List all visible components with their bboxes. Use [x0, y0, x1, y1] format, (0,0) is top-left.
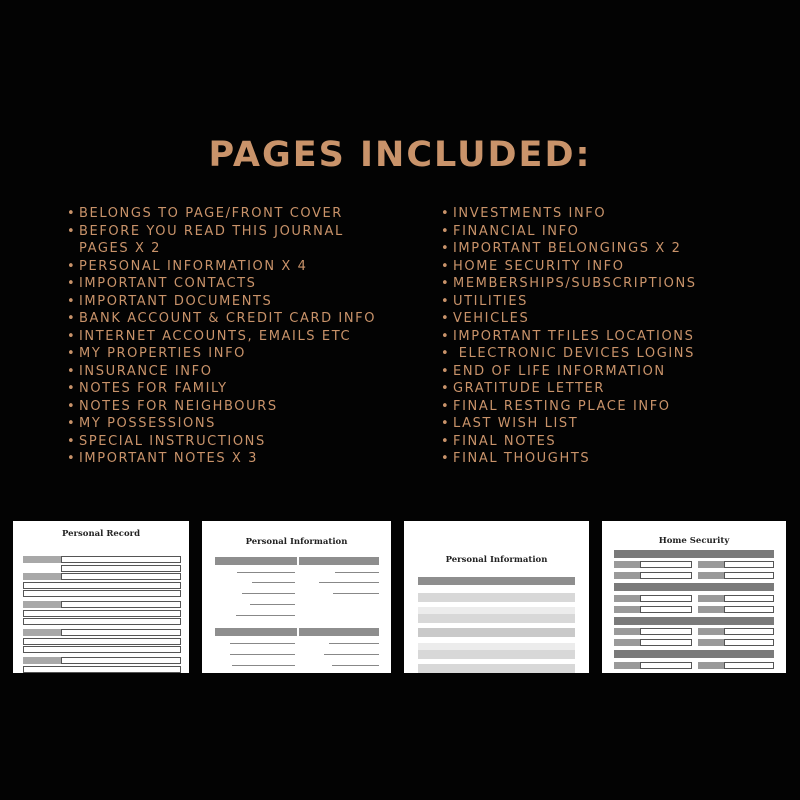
page-list-item: • IMPORTANT TFILES LOCATIONS — [440, 328, 790, 346]
section-header — [614, 583, 774, 591]
page-list-item: • SPECIAL INSTRUCTIONS — [66, 433, 416, 451]
field-box — [23, 666, 181, 673]
field-box — [640, 606, 692, 613]
field-label — [23, 556, 61, 563]
field-box — [23, 610, 181, 617]
page-list-item: • IMPORTANT BELONGINGS X 2 — [440, 240, 790, 258]
field-box — [640, 561, 692, 568]
section-header — [215, 628, 297, 636]
page-list-item: • MY PROPERTIES INFO — [66, 345, 416, 363]
left-pages-list — [66, 205, 416, 468]
thumbnail-title: Personal Information — [445, 555, 548, 565]
field-label — [23, 601, 61, 608]
field-label — [698, 662, 724, 669]
right-pages-list — [440, 205, 790, 468]
field-label — [698, 639, 724, 646]
page-list-item: • UTILITIES — [440, 293, 790, 311]
field-label — [614, 628, 640, 635]
field-box — [61, 629, 181, 636]
page-list-item: • HOME SECURITY INFO — [440, 258, 790, 276]
field-label — [698, 606, 724, 613]
page-list-item: • NOTES FOR FAMILY — [66, 380, 416, 398]
field-line — [236, 615, 295, 616]
page-heading: PAGES INCLUDED: — [208, 135, 592, 175]
field-row — [418, 650, 575, 659]
field-line — [319, 582, 379, 583]
field-label — [23, 657, 61, 664]
field-row — [418, 628, 575, 637]
section-header — [418, 577, 575, 585]
field-label — [614, 595, 640, 602]
section-header — [614, 550, 774, 558]
page-list-item: • BANK ACCOUNT & CREDIT CARD INFO — [66, 310, 416, 328]
field-line — [250, 604, 295, 605]
thumbnail-title: Personal Record — [61, 529, 141, 539]
page-list-item: • FINAL RESTING PLACE INFO — [440, 398, 790, 416]
field-box — [23, 638, 181, 645]
field-box — [724, 662, 774, 669]
field-box — [23, 582, 181, 589]
field-line — [232, 665, 295, 666]
page-list-item: • MEMBERSHIPS/SUBSCRIPTIONS — [440, 275, 790, 293]
page-list-item: • FINAL THOUGHTS — [440, 450, 790, 468]
field-line — [329, 643, 379, 644]
thumbnail-personal-record — [13, 521, 189, 673]
field-box — [640, 572, 692, 579]
field-label — [614, 662, 640, 669]
thumbnail-personal-information-2 — [404, 521, 589, 673]
field-line — [237, 572, 295, 573]
section-header — [614, 650, 774, 658]
field-box — [61, 657, 181, 664]
page-list-item: • MY POSSESSIONS — [66, 415, 416, 433]
thumbnail-personal-information — [202, 521, 391, 673]
field-box — [23, 618, 181, 625]
field-row — [418, 614, 575, 623]
field-label — [614, 561, 640, 568]
thumbnail-title: Personal Information — [245, 537, 348, 547]
thumbnail-home-security — [602, 521, 786, 673]
field-line — [242, 593, 295, 594]
field-box — [23, 646, 181, 653]
field-box — [23, 590, 181, 597]
field-label — [698, 561, 724, 568]
field-box — [724, 561, 774, 568]
page-list-item: • FINANCIAL INFO — [440, 223, 790, 241]
field-label — [614, 606, 640, 613]
field-box — [640, 639, 692, 646]
section-header — [614, 617, 774, 625]
page-list-item: • VEHICLES — [440, 310, 790, 328]
section-header — [299, 557, 379, 565]
field-line — [332, 665, 379, 666]
page-list-item: • IMPORTANT DOCUMENTS — [66, 293, 416, 311]
page-list-item: • GRATITUDE LETTER — [440, 380, 790, 398]
field-label — [614, 572, 640, 579]
field-label — [698, 595, 724, 602]
page-list-item: • BEFORE YOU READ THIS JOURNAL — [66, 223, 416, 241]
field-box — [61, 573, 181, 580]
field-line — [230, 643, 295, 644]
page-list-item: • PERSONAL INFORMATION X 4 — [66, 258, 416, 276]
field-box — [61, 565, 181, 572]
field-label — [23, 629, 61, 636]
thumbnail-title: Home Security — [658, 536, 730, 546]
page-list-item: • LAST WISH LIST — [440, 415, 790, 433]
field-label — [614, 639, 640, 646]
field-line — [333, 593, 379, 594]
field-box — [640, 595, 692, 602]
field-line — [230, 654, 295, 655]
field-box — [724, 572, 774, 579]
field-row — [418, 593, 575, 602]
field-box — [724, 628, 774, 635]
field-box — [724, 639, 774, 646]
field-line — [252, 582, 295, 583]
field-box — [61, 556, 181, 563]
page-list-item: • IMPORTANT CONTACTS — [66, 275, 416, 293]
field-line — [335, 572, 379, 573]
field-label — [23, 573, 61, 580]
page-list-item: • FINAL NOTES — [440, 433, 790, 451]
field-box — [724, 595, 774, 602]
field-label — [698, 572, 724, 579]
field-row — [418, 664, 575, 673]
page-list-item: • BELONGS TO PAGE/FRONT COVER — [66, 205, 416, 223]
page-list-item: • NOTES FOR NEIGHBOURS — [66, 398, 416, 416]
field-box — [724, 606, 774, 613]
page-list-item: • INSURANCE INFO — [66, 363, 416, 381]
page-list-item: • INVESTMENTS INFO — [440, 205, 790, 223]
field-label — [698, 628, 724, 635]
field-line — [324, 654, 379, 655]
page-list-item: • INTERNET ACCOUNTS, EMAILS ETC — [66, 328, 416, 346]
page-list-item: • IMPORTANT NOTES X 3 — [66, 450, 416, 468]
section-header — [299, 628, 379, 636]
page-list-item: • END OF LIFE INFORMATION — [440, 363, 790, 381]
page-list-item: • ELECTRONIC DEVICES LOGINS — [440, 345, 790, 363]
section-header — [215, 557, 297, 565]
field-box — [640, 662, 692, 669]
field-box — [61, 601, 181, 608]
field-box — [640, 628, 692, 635]
page-list-item: PAGES X 2 — [79, 241, 162, 256]
